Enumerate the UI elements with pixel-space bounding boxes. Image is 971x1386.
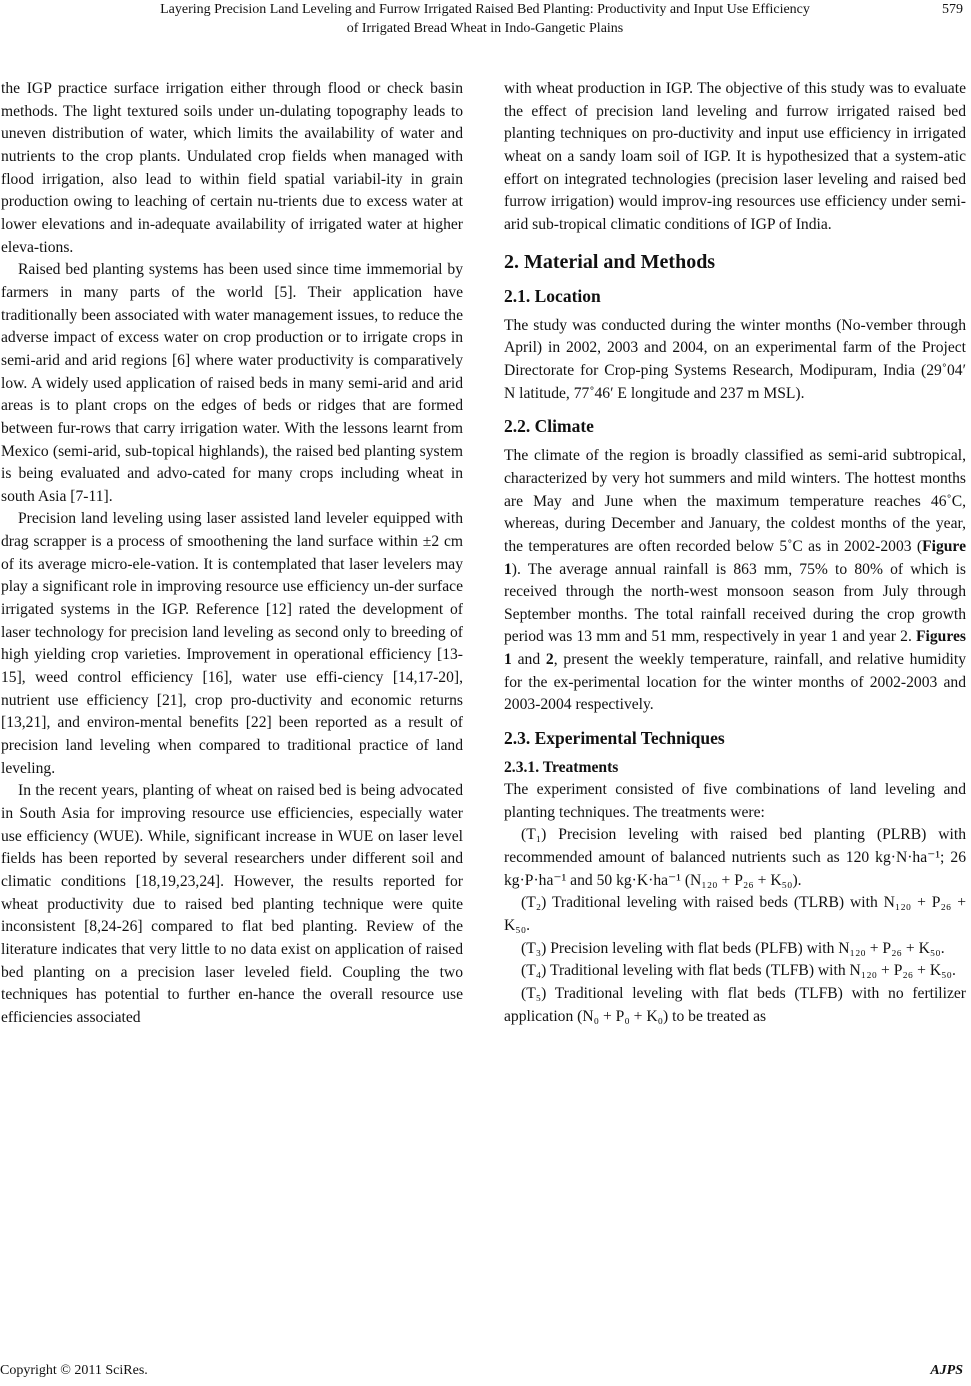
treatment-t2: (T₂) Traditional leveling with raised beds (TLRB) with N₁₂₀ + P₂₆ + K₅₀. [504,894,966,935]
climate-text-and: and [511,651,546,669]
paragraph-treatments-intro: The experiment consisted of five combinations of land leveling and planting techniques. The treatments were: [504,781,966,821]
paragraph-left-2: Raised bed planting systems has been used since time immemorial by farmers in many parts of the world [5]. Their application have traditionally been associated with water management issues, to reduce the adverse impact of excess water on crop production or to irrigate crops in semi-arid and arid regions [6] where water productivity is comparatively low. A widely used application of raised beds in many semi-arid and arid areas is to plant crops on the edges of beds or ridges that are formed between fur-rows that carry irrigation water. With the lessons learnt from Mexico (semi-arid, sub-topical highlands), the raised bed planting system is being evaluated and advo-cated for many crops including wheat in south Asia [7-11]. [1,261,463,505]
paragraph-climate [504,445,966,717]
figure-2-link[interactable]: 2 [545,651,554,669]
page-number: 579 [942,2,963,17]
paragraph-left-3: Precision land leveling using laser assisted land leveler equipped with drag scrapper is a process of smoothening the land surface within ±2 cm of its average micro-ele-vation. It is contemplated that laser levelers may play a significant role in improving resource use efficiency un-der surface irrigated systems in the IGP. Reference [12] rated the development of laser technology for precision land leveling as second only to breeding of high yielding crop varieties. Improvement in operational efficiency [13-15], weed control efficiency [16], water use effi-ciency [14,17-20], nutrient use efficiency [21], crop pro-ductivity and economic returns [13,21], and environ-mental benefits [22] been reported as a result of precision land leveling when compared to traditional practice of land leveling. [1,510,463,777]
climate-text-b: ). The average annual rainfall is 863 mm, 75% to 80% of which is received through the north-west monsoon season from July through September months. The total rainfall received during the crop growth period was 13 mm and 51 mm, respectively in year 1 and year 2. [504,560,966,646]
treatment-t4: (T₄) Traditional leveling with flat beds (TLFB) with N₁₂₀ + P₂₆ + K₅₀. [521,962,956,980]
running-header [0,0,971,44]
paragraph-left-4: In the recent years, planting of wheat on raised bed is being advocated in South Asia for improving resource use efficiencies, especially water use efficiency (WUE). While, significant increase in WUE on laser level fields has been reported by several researchers under different soil and climatic conditions [18,19,23,24]. However, the results reported for wheat productivity due to raised bed planting technique were quite inconsistent [8,24-26] compared to flat bed planting. Review of the literature indicates that very little to no data exist on application of raised bed planting on a precision laser leveled field. Coupling the two techniques has potential to further en-hance the overall resource use efficiencies associated [1,782,463,1026]
figure-1-link[interactable]: Figure 1 [504,537,966,578]
running-title [60,0,910,38]
running-title-line2: of Irrigated Bread Wheat in Indo-Gangetic Plains [346,21,624,36]
subsubsection-heading-treatments: 2.3.1. Treatments [504,759,619,777]
climate-text-a: The climate of the region is broadly classified as semi-arid subtropical, characterized by very hot summers and mild winters. The hottest months are May and June when the maximum temperature reaches 46˚C, whereas, during December and January, the coldest months of the year, the temperatures are often recorded below 5˚C as in 2002-2003 ( [504,447,966,555]
subsection-heading-climate: 2.2. Climate [504,416,594,437]
paragraph-location: The study was conducted during the winter months (No-vember through April) in 2002, 2003 and 2004, on an experimental farm of the Project Directorate for Crop-ping Systems Research, Modipuram, India (29˚04′ N latitude, 77˚46′ E longitude and 237 m MSL). [504,316,966,402]
copyright-notice: Copyright © 2011 SciRes. [0,1363,148,1378]
subsection-heading-location: 2.1. Location [504,285,601,306]
section-heading-methods: 2. Material and Methods [504,250,716,273]
right-column [504,78,966,1028]
journal-abbreviation: AJPS [930,1363,963,1378]
paragraph-right-1: with wheat production in IGP. The objective of this study was to evaluate the effect of precision land leveling and furrow irrigated raised bed planting techniques on pro-ductivity and input use efficiency in irrigated wheat on a sandy loam soil of IGP. It is hypothesized that a system-atic effort on integrated technologies (precision laser leveling and raised bed furrow irrigation) would improv-ing resources use efficiency under semi-arid sub-tropical climatic conditions of IGP of India. [504,80,966,233]
left-column [1,78,463,1030]
running-title-line1: Layering Precision Land Leveling and Furrow Irrigated Raised Bed Planting: Productivity and Input Use Efficiency [160,2,810,17]
subsection-heading-experimental: 2.3. Experimental Techniques [504,728,725,749]
figures-1-link[interactable]: Figures 1 [504,628,966,669]
paragraph-left-1: the IGP practice surface irrigation either through flood or check basin methods. The light textured soils under un-dulating topography leads to uneven distribution of water, which limits the availability of water and nutrients to the crop plants. Undulated crop fields when managed with flood irrigation, also lead to within field spatial variabil-ity in grain production owing to leaching of certain nu-trients due to excess water at lower elevations and in-adequate availability of irrigated water at higher eleva-tions. [1,80,463,256]
treatment-t1: (T₁) Precision leveling with raised bed planting (PLRB) with recommended amount of balanced nutrients such as 120 kg·N·ha⁻¹; 26 kg·P·ha⁻¹ and 50 kg·K·ha⁻¹ (N₁₂₀ + P₂₆ + K₅₀). [504,826,966,889]
climate-text-c: , present the weekly temperature, rainfall, and relative humidity for the ex-perimental location for the winter months of 2002-2003 and 2003-2004 respectively. [504,651,966,714]
treatment-t3: (T₃) Precision leveling with flat beds (PLFB) with N₁₂₀ + P₂₆ + K₅₀. [521,939,945,957]
treatment-t5: (T₅) Traditional leveling with flat beds (TLFB) with no fertilizer application (N₀ + P₀ + K₀) to be treated as [504,985,966,1025]
